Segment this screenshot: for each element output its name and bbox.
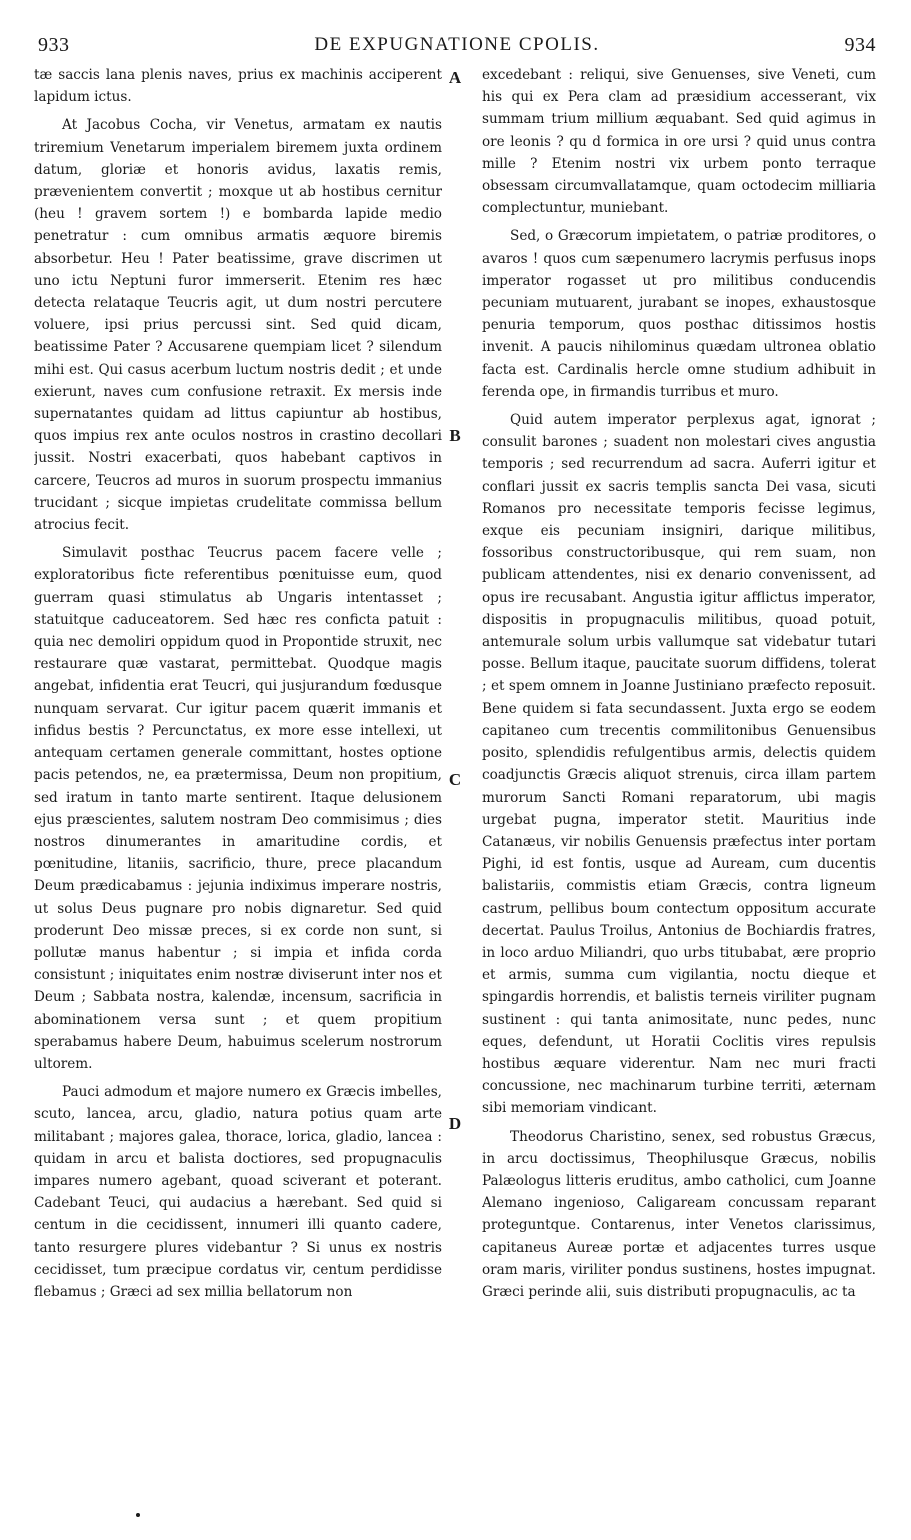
page-number-left: 933 [38,34,70,56]
running-title: DE EXPUGNATIONE CPOLIS. [314,34,600,55]
paragraph: tæ saccis lana plenis naves, prius ex machinis acciperent lapidum ictus. [34,67,442,106]
paragraph: Quid autem imperator perplexus agat, ignorat ; consulit barones ; suadent non molestari cives angustia temporis ; sed recurrendum ad sacra. Auferri igitur et conflari jussit ex sacris templis sancta Dei vasa, sicuti Romanos pro necessitate temporis fecisse legimus, exque eis pecuniam insigniri, darique militibus, fossoribus constructoribusque, qui rem suam, non publicam attendentes, nisi ex denario convenissent, ad opus ire recusabant. Angustia igitur afflictus imperator, dispositis in propugnaculis militibus, quoad potuit, antemurale solum urbis vallumque sat videbatur tutari posse. Bellum itaque, paucitate suorum diffidens, tolerat ; et spem omnem in Joanne Justiniano præfecto reposuit. Bene quidem si fata secundassent. Juxta ergo se eodem capitaneo cum trecentis commilitonibus Genuensibus posito, splendidis refulgentibus armis, delectis quidem coadjunctis Græcis aliquot strenuis, circa illam partem murorum Sancti Romani reparatorum, ubi magis urgebat pugna, imperator stetit. Mauritius inde Catanæus, vir nobilis Genuensis præfectus inter portam Pighi, id est fontis, usque ad Auream, cum ducentis balistariis, commistis etiam Græcis, contra ligneum castrum, pellibus boum contectum oppositum accurate decertat. Paulus Troilus, Antonius de Bochiardis fratres, in loco arduo Miliandri, quo urbs titubabat, ære proprio et armis, summa cum vigilantia, noctu dieque et spingardis horrendis, et balistis terneis viriliter pugnam sustinent : qui tanta animositate, nunc pedes, nunc eques, defendunt, ut Horatii Coclitis vires repulsis hostibus æquare viderentur. Nam nec muri fracti concussione, nec machinarum turbine territi, æternam sibi memoriam vindicant. [482,412,876,1117]
margin-marker-b: B [449,426,461,445]
paragraph: Sed, o Græcorum impietatem, o patriæ proditores, o avaros ! quos cum sæpenumero lacrymis perfusus inops imperator rogasset ut pro militibus conducendis pecuniam mutuarent, jurabant se inopes, exhaustosque penuria temporum, quos posthac ditissimos hostis invenit. A paucis nihilominus quædam ultronea oblatio facta est. Cardinalis hercle omne studium adhibuit in ferenda ope, in firmandis turribus et muro. [482,228,876,400]
left-column [34,64,442,1484]
margin-marker-a: A [448,68,462,87]
paragraph: Pauci admodum et majore numero ex Græcis imbelles, scuto, lancea, arcu, gladio, natura potius quam arte militabant ; majores galea, thorace, lorica, gladio, lancea : quidam in arcu et balista doctiores, sed propugnaculis impares numero agebant, quoad sciverant et poterant. Cadebant Teuci, qui audacius a hærebant. Sed quid si centum in die cecidissent, innumeri illi quanto cadere, tanto resurgere plures videbantur ? Si unus ex nostris cecidisset, tum præcipue cordatus vir, centum perdidisse flebamus ; Græci ad sex millia bellatorum non [34,1084,442,1300]
paragraph: Simulavit posthac Teucrus pacem facere velle ; exploratoribus ficte referentibus pœnituisse eum, quod guerram quasi stimulatus ab Ungaris intentasset ; statuitque caduceatorem. Sed hæc res conficta patuit : quia nec demoliri oppidum quod in Propontide struxit, nec restaurare quæ vastarat, permittebat. Quodque magis angebat, infidentia erat Teucri, qui jusjurandum fœdusque nunquam servarat. Cur igitur pacem quærit immanis et infidus bestis ? Percunctatus, ex more esse intellexi, ut antequam certamen generale committant, hostes optione pacis petendos, ne, ea prætermissa, Deum non propitium, sed iratum in tanto marte sentirent. Itaque delusionem ejus præscientes, salutem nostram Deo commisimus ; dies nostros dinumerantes in amaritudine cordis, et pœnitudine, litaniis, sacrificio, thure, prece placandum Deum prædicabamus : jejunia indiximus imperare nostris, ut solus Deus pugnare pro nobis dignaretur. Sed quid proderunt Deo missæ preces, si ex corde non sunt, si pollutæ manus habentur ; si impia et infida corda consistunt ; iniquitates enim nostræ diviserunt inter nos et Deum ; Sabbata nostra, kalendæ, incensum, sacrificia in abominationem versa sunt ; et quem propitium sperabamus habere Deum, habuimus scelerum nostrorum ultorem. [34,545,442,1072]
running-header [38,34,876,58]
margin-marker-c: C [448,770,462,789]
paragraph: At Jacobus Cocha, vir Venetus, armatam ex nautis triremium Venetarum imperialem biremem juxta ordinem datum, gloriæ et honoris avidus, laxatis remis, prævenientem convertit ; moxque ut ab hostibus cernitur (heu ! gravem sortem !) e bombarda lapide medio penetratur : cum omnibus armatis æquore biremis absorbetur. Heu ! Pater beatissime, grave discrimen ut uno ictu Neptuni furor immerserit. Etenim res hæc detecta relataque Teucris agit, ut dum nostri percutere voluere, ipsi prius percussi sint. Sed quid dicam, beatissime Pater ? Accusarene quempiam licet ? silendum mihi est. Qui casus acerbum luctum nostris dedit ; et unde exierunt, naves cum confusione retraxit. Ex mersis inde supernatantes quidam ad littus capiuntur ab hostibus, quos impius rex ante oculos nostros in crastino decollari jussit. Nostri exacerbati, quos habebant captivos in carcere, Teucros ad muros in suorum prospectu immanius trucidant ; sicque impietas crudelitate commissa bellum atrocius fecit. [34,117,442,534]
paragraph: Theodorus Charistino, senex, sed robustus Græcus, in arcu doctissimus, Theophilusque Græcus, nobilis Palæologus litteris eruditus, ambo catholici, cum Joanne Alemano ingenioso, Caligaream concussam reparant proteguntque. Contarenus, inter Venetos clarissimus, capitaneus Aureæ portæ et adjacentes turres usque oram maris, viriliter pondus sustinens, hostes impugnat. Græci perinde alii, suis distributi propugnaculis, ac ta [482,1128,876,1300]
page-number-right: 934 [844,34,876,56]
margin-marker-d: D [448,1114,462,1133]
paragraph: excedebant : reliqui, sive Genuenses, sive Veneti, cum his qui ex Pera clam ad præsidium accesserant, vix summam trium millium æquabant. Sed quid agimus in ore leonis ? qu d formica in ore ursi ? quid unus contra mille ? Etenim nostri vix urbem ponto terraque obsessam circumvallatamque, quam octodecim milliaria complectuntur, muniebant. [482,67,876,217]
ink-speck [136,1513,140,1517]
right-column [482,64,876,1484]
